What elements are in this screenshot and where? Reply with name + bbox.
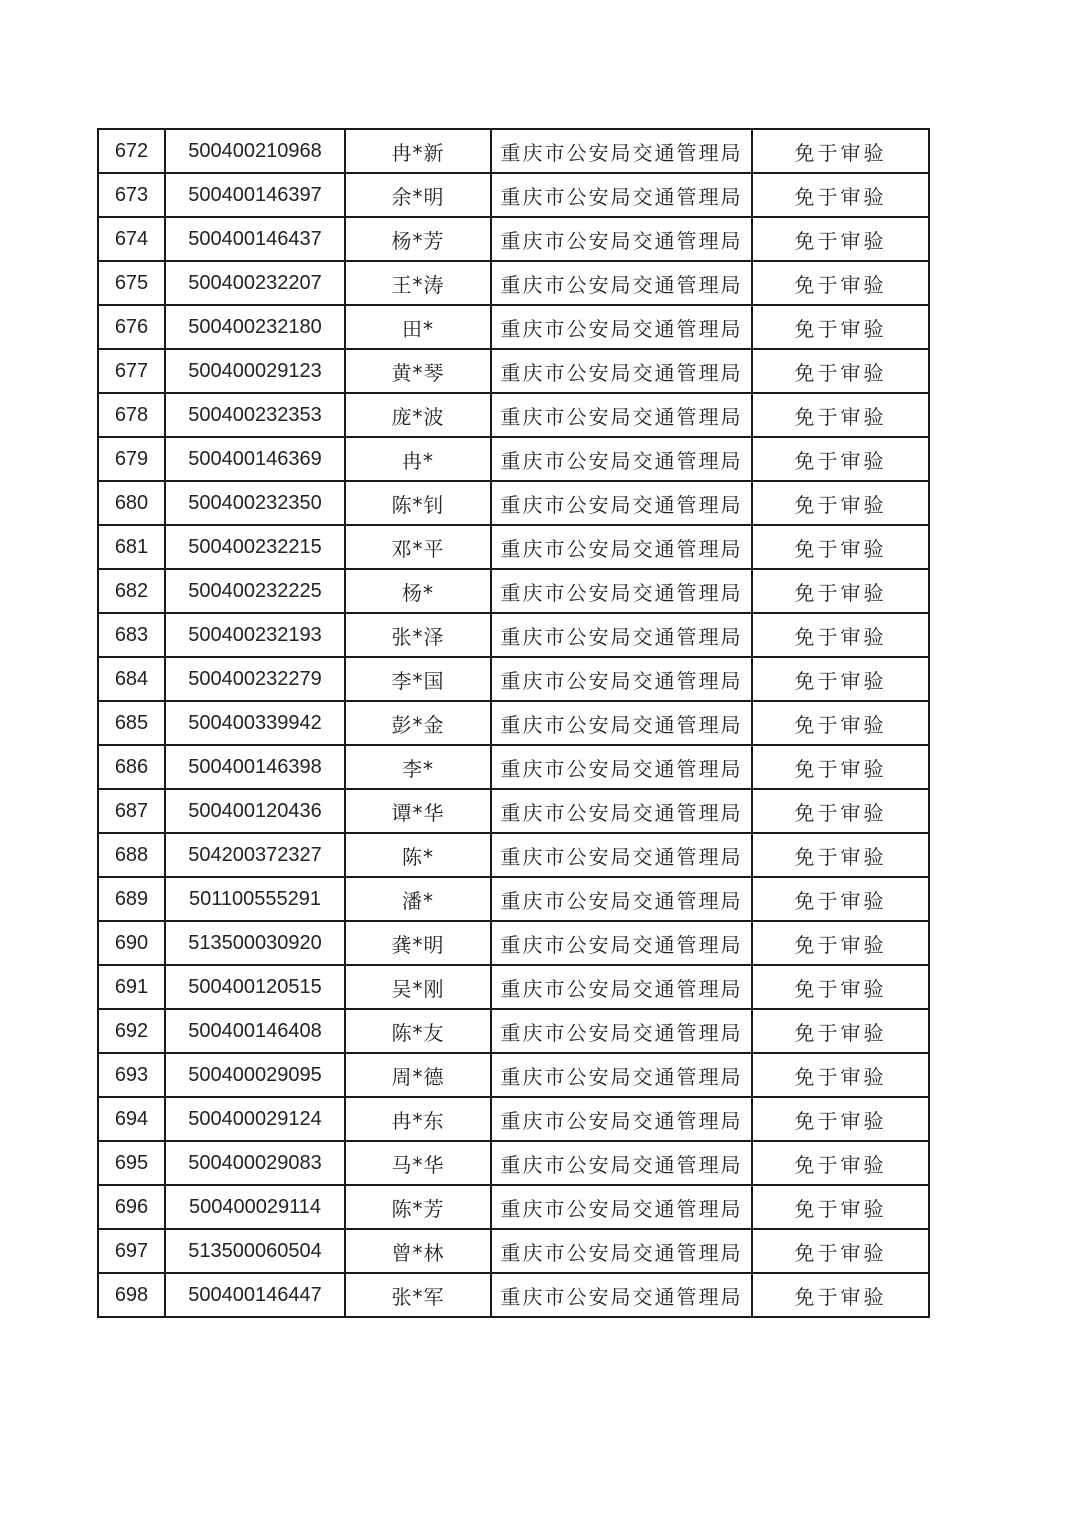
table-row bbox=[98, 481, 929, 525]
review-result-cell: 免于审验 bbox=[752, 173, 929, 217]
sequence-number-cell: 688 bbox=[98, 833, 165, 877]
sequence-number-cell: 684 bbox=[98, 657, 165, 701]
review-result-cell: 免于审验 bbox=[752, 217, 929, 261]
record-id-cell: 513500030920 bbox=[165, 921, 345, 965]
authority-cell: 重庆市公安局交通管理局 bbox=[491, 789, 752, 833]
table-row bbox=[98, 1053, 929, 1097]
person-name-cell: 陈* bbox=[345, 833, 491, 877]
sequence-number-cell: 691 bbox=[98, 965, 165, 1009]
table-row bbox=[98, 745, 929, 789]
person-name-cell: 邓*平 bbox=[345, 525, 491, 569]
sequence-number-cell: 679 bbox=[98, 437, 165, 481]
review-result-cell: 免于审验 bbox=[752, 789, 929, 833]
authority-cell: 重庆市公安局交通管理局 bbox=[491, 217, 752, 261]
record-id-cell: 500400146408 bbox=[165, 1009, 345, 1053]
sequence-number-cell: 689 bbox=[98, 877, 165, 921]
record-id-cell: 500400146369 bbox=[165, 437, 345, 481]
sequence-number-cell: 676 bbox=[98, 305, 165, 349]
table-row bbox=[98, 1009, 929, 1053]
record-id-cell: 500400146398 bbox=[165, 745, 345, 789]
table-row bbox=[98, 569, 929, 613]
table-row bbox=[98, 965, 929, 1009]
person-name-cell: 张*军 bbox=[345, 1273, 491, 1317]
sequence-number-cell: 680 bbox=[98, 481, 165, 525]
sequence-number-cell: 674 bbox=[98, 217, 165, 261]
table-row bbox=[98, 1097, 929, 1141]
sequence-number-cell: 692 bbox=[98, 1009, 165, 1053]
person-name-cell: 周*德 bbox=[345, 1053, 491, 1097]
record-id-cell: 500400232180 bbox=[165, 305, 345, 349]
review-result-cell: 免于审验 bbox=[752, 657, 929, 701]
person-name-cell: 龚*明 bbox=[345, 921, 491, 965]
table-row bbox=[98, 1273, 929, 1317]
sequence-number-cell: 694 bbox=[98, 1097, 165, 1141]
review-result-cell: 免于审验 bbox=[752, 129, 929, 173]
review-result-cell: 免于审验 bbox=[752, 1097, 929, 1141]
authority-cell: 重庆市公安局交通管理局 bbox=[491, 877, 752, 921]
authority-cell: 重庆市公安局交通管理局 bbox=[491, 393, 752, 437]
review-result-cell: 免于审验 bbox=[752, 525, 929, 569]
authority-cell: 重庆市公安局交通管理局 bbox=[491, 481, 752, 525]
review-result-cell: 免于审验 bbox=[752, 393, 929, 437]
person-name-cell: 杨* bbox=[345, 569, 491, 613]
authority-cell: 重庆市公安局交通管理局 bbox=[491, 701, 752, 745]
table-row bbox=[98, 789, 929, 833]
authority-cell: 重庆市公安局交通管理局 bbox=[491, 525, 752, 569]
review-result-cell: 免于审验 bbox=[752, 349, 929, 393]
table-row bbox=[98, 217, 929, 261]
sequence-number-cell: 672 bbox=[98, 129, 165, 173]
person-name-cell: 冉*东 bbox=[345, 1097, 491, 1141]
authority-cell: 重庆市公安局交通管理局 bbox=[491, 1185, 752, 1229]
person-name-cell: 张*泽 bbox=[345, 613, 491, 657]
authority-cell: 重庆市公安局交通管理局 bbox=[491, 657, 752, 701]
review-result-cell: 免于审验 bbox=[752, 745, 929, 789]
authority-cell: 重庆市公安局交通管理局 bbox=[491, 1141, 752, 1185]
review-result-cell: 免于审验 bbox=[752, 305, 929, 349]
person-name-cell: 吴*刚 bbox=[345, 965, 491, 1009]
record-id-cell: 500400210968 bbox=[165, 129, 345, 173]
person-name-cell: 黄*琴 bbox=[345, 349, 491, 393]
table-row bbox=[98, 305, 929, 349]
record-id-cell: 513500060504 bbox=[165, 1229, 345, 1273]
person-name-cell: 庞*波 bbox=[345, 393, 491, 437]
person-name-cell: 李*国 bbox=[345, 657, 491, 701]
person-name-cell: 冉* bbox=[345, 437, 491, 481]
authority-cell: 重庆市公安局交通管理局 bbox=[491, 613, 752, 657]
person-name-cell: 曾*林 bbox=[345, 1229, 491, 1273]
sequence-number-cell: 673 bbox=[98, 173, 165, 217]
table-row bbox=[98, 613, 929, 657]
person-name-cell: 陈*钊 bbox=[345, 481, 491, 525]
review-result-cell: 免于审验 bbox=[752, 1273, 929, 1317]
sequence-number-cell: 686 bbox=[98, 745, 165, 789]
table-row bbox=[98, 129, 929, 173]
review-result-cell: 免于审验 bbox=[752, 921, 929, 965]
person-name-cell: 陈*芳 bbox=[345, 1185, 491, 1229]
sequence-number-cell: 687 bbox=[98, 789, 165, 833]
authority-cell: 重庆市公安局交通管理局 bbox=[491, 261, 752, 305]
review-result-cell: 免于审验 bbox=[752, 877, 929, 921]
record-table bbox=[97, 128, 930, 1318]
person-name-cell: 李* bbox=[345, 745, 491, 789]
table-row bbox=[98, 437, 929, 481]
authority-cell: 重庆市公安局交通管理局 bbox=[491, 349, 752, 393]
review-result-cell: 免于审验 bbox=[752, 481, 929, 525]
sequence-number-cell: 678 bbox=[98, 393, 165, 437]
record-id-cell: 500400232225 bbox=[165, 569, 345, 613]
table-row bbox=[98, 657, 929, 701]
authority-cell: 重庆市公安局交通管理局 bbox=[491, 1053, 752, 1097]
review-result-cell: 免于审验 bbox=[752, 1185, 929, 1229]
person-name-cell: 马*华 bbox=[345, 1141, 491, 1185]
record-id-cell: 500400029083 bbox=[165, 1141, 345, 1185]
person-name-cell: 王*涛 bbox=[345, 261, 491, 305]
review-result-cell: 免于审验 bbox=[752, 437, 929, 481]
table-row bbox=[98, 1141, 929, 1185]
table-body bbox=[98, 129, 929, 1317]
sequence-number-cell: 677 bbox=[98, 349, 165, 393]
authority-cell: 重庆市公安局交通管理局 bbox=[491, 305, 752, 349]
authority-cell: 重庆市公安局交通管理局 bbox=[491, 1273, 752, 1317]
record-id-cell: 500400339942 bbox=[165, 701, 345, 745]
authority-cell: 重庆市公安局交通管理局 bbox=[491, 745, 752, 789]
sequence-number-cell: 698 bbox=[98, 1273, 165, 1317]
person-name-cell: 杨*芳 bbox=[345, 217, 491, 261]
record-id-cell: 500400146447 bbox=[165, 1273, 345, 1317]
authority-cell: 重庆市公安局交通管理局 bbox=[491, 833, 752, 877]
record-id-cell: 500400029114 bbox=[165, 1185, 345, 1229]
record-id-cell: 500400232350 bbox=[165, 481, 345, 525]
record-id-cell: 500400146397 bbox=[165, 173, 345, 217]
sequence-number-cell: 696 bbox=[98, 1185, 165, 1229]
sequence-number-cell: 695 bbox=[98, 1141, 165, 1185]
sequence-number-cell: 697 bbox=[98, 1229, 165, 1273]
record-id-cell: 500400120436 bbox=[165, 789, 345, 833]
person-name-cell: 彭*金 bbox=[345, 701, 491, 745]
record-id-cell: 504200372327 bbox=[165, 833, 345, 877]
authority-cell: 重庆市公安局交通管理局 bbox=[491, 1097, 752, 1141]
record-id-cell: 500400029095 bbox=[165, 1053, 345, 1097]
person-name-cell: 田* bbox=[345, 305, 491, 349]
person-name-cell: 冉*新 bbox=[345, 129, 491, 173]
review-result-cell: 免于审验 bbox=[752, 261, 929, 305]
record-id-cell: 500400232279 bbox=[165, 657, 345, 701]
sequence-number-cell: 681 bbox=[98, 525, 165, 569]
sequence-number-cell: 685 bbox=[98, 701, 165, 745]
record-id-cell: 500400232207 bbox=[165, 261, 345, 305]
table-row bbox=[98, 1229, 929, 1273]
person-name-cell: 潘* bbox=[345, 877, 491, 921]
record-id-cell: 501100555291 bbox=[165, 877, 345, 921]
review-result-cell: 免于审验 bbox=[752, 1229, 929, 1273]
review-result-cell: 免于审验 bbox=[752, 701, 929, 745]
record-id-cell: 500400029123 bbox=[165, 349, 345, 393]
record-id-cell: 500400232353 bbox=[165, 393, 345, 437]
review-result-cell: 免于审验 bbox=[752, 569, 929, 613]
table-row bbox=[98, 1185, 929, 1229]
sequence-number-cell: 693 bbox=[98, 1053, 165, 1097]
table-row bbox=[98, 393, 929, 437]
table-row bbox=[98, 525, 929, 569]
authority-cell: 重庆市公安局交通管理局 bbox=[491, 173, 752, 217]
review-result-cell: 免于审验 bbox=[752, 833, 929, 877]
table-row bbox=[98, 877, 929, 921]
table-row bbox=[98, 833, 929, 877]
review-result-cell: 免于审验 bbox=[752, 965, 929, 1009]
review-result-cell: 免于审验 bbox=[752, 613, 929, 657]
sequence-number-cell: 682 bbox=[98, 569, 165, 613]
authority-cell: 重庆市公安局交通管理局 bbox=[491, 129, 752, 173]
review-result-cell: 免于审验 bbox=[752, 1009, 929, 1053]
authority-cell: 重庆市公安局交通管理局 bbox=[491, 569, 752, 613]
review-result-cell: 免于审验 bbox=[752, 1053, 929, 1097]
table-row bbox=[98, 261, 929, 305]
authority-cell: 重庆市公安局交通管理局 bbox=[491, 921, 752, 965]
authority-cell: 重庆市公安局交通管理局 bbox=[491, 1229, 752, 1273]
record-id-cell: 500400232215 bbox=[165, 525, 345, 569]
record-id-cell: 500400146437 bbox=[165, 217, 345, 261]
sequence-number-cell: 683 bbox=[98, 613, 165, 657]
sequence-number-cell: 675 bbox=[98, 261, 165, 305]
record-id-cell: 500400029124 bbox=[165, 1097, 345, 1141]
sequence-number-cell: 690 bbox=[98, 921, 165, 965]
authority-cell: 重庆市公安局交通管理局 bbox=[491, 965, 752, 1009]
record-id-cell: 500400232193 bbox=[165, 613, 345, 657]
table-row bbox=[98, 173, 929, 217]
table-row bbox=[98, 921, 929, 965]
person-name-cell: 陈*友 bbox=[345, 1009, 491, 1053]
table-row bbox=[98, 349, 929, 393]
review-result-cell: 免于审验 bbox=[752, 1141, 929, 1185]
record-id-cell: 500400120515 bbox=[165, 965, 345, 1009]
person-name-cell: 余*明 bbox=[345, 173, 491, 217]
authority-cell: 重庆市公安局交通管理局 bbox=[491, 437, 752, 481]
table-row bbox=[98, 701, 929, 745]
authority-cell: 重庆市公安局交通管理局 bbox=[491, 1009, 752, 1053]
person-name-cell: 谭*华 bbox=[345, 789, 491, 833]
